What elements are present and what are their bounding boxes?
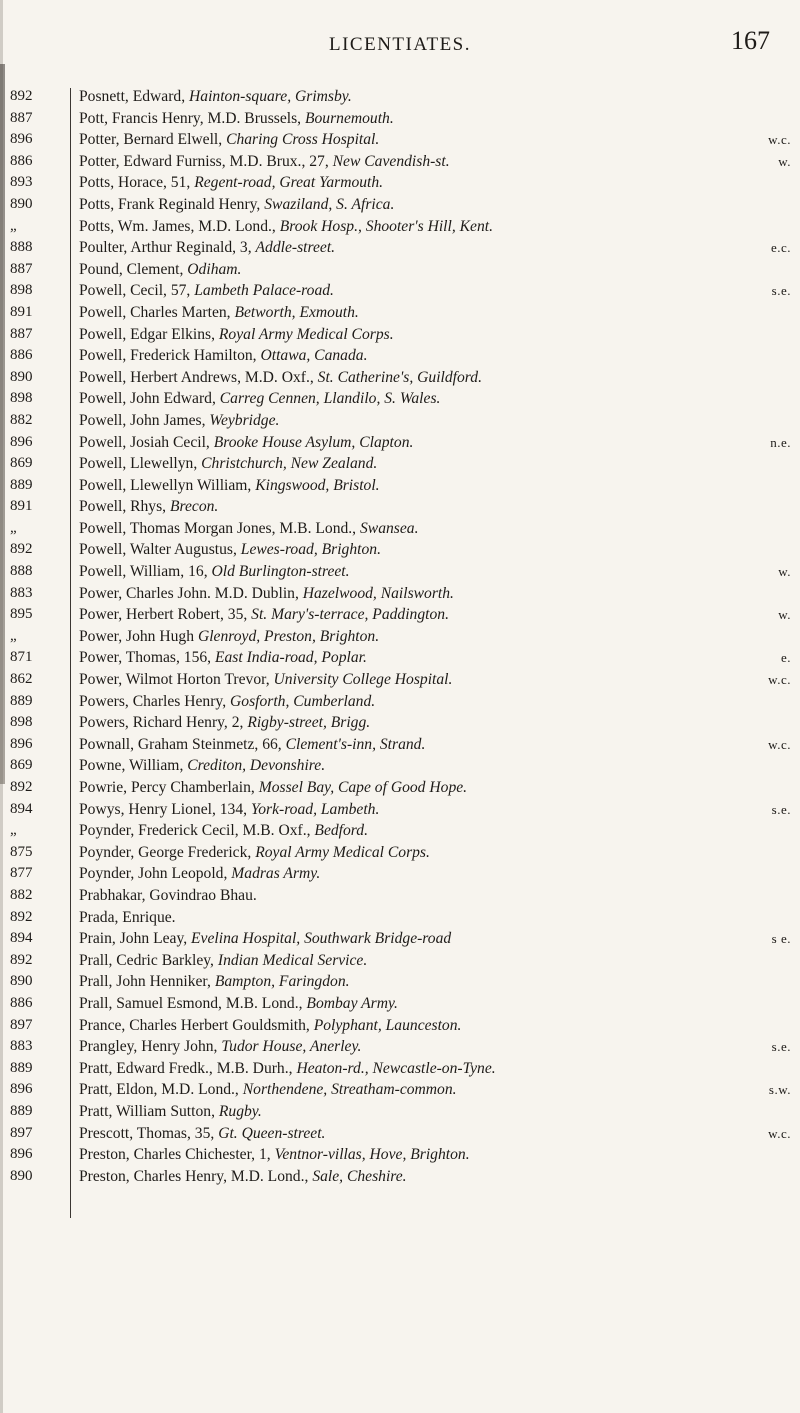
list-item: [0, 1123, 800, 1145]
entry-postal-district: w.c.: [768, 736, 791, 752]
entry-address: Carreg Cennen, Llandilo, S. Wales.: [219, 390, 441, 408]
list-item: [0, 604, 800, 626]
entry-name: Powne, William,: [79, 757, 184, 775]
entry-year: 890: [10, 368, 33, 385]
entry-address: St. Catherine's, Guildford.: [317, 368, 482, 386]
entry-text: [79, 324, 791, 346]
entry-address: Northendene, Streatham-common.: [242, 1081, 457, 1099]
list-item: [0, 280, 800, 302]
list-item: [0, 388, 800, 410]
entry-year: 891: [10, 498, 33, 515]
entry-text: [79, 108, 791, 130]
entry-year: 887: [10, 325, 33, 342]
list-item: [0, 647, 800, 669]
entry-address: East India-road, Poplar.: [214, 649, 367, 667]
entry-year: 871: [10, 649, 33, 666]
entry-text: [79, 172, 791, 194]
entry-address: Hazelwood, Nailsworth.: [302, 584, 454, 602]
entry-name: Pratt, Eldon, M.D. Lond.,: [79, 1081, 239, 1099]
entry-year: 886: [10, 152, 33, 169]
entry-address: New Cavendish-st.: [332, 152, 450, 170]
entry-address: Bampton, Faringdon.: [214, 973, 350, 991]
entry-name: Power, John Hugh: [79, 627, 195, 645]
entry-text: [79, 280, 791, 302]
entry-postal-district: w.: [778, 153, 791, 169]
list-item: [0, 129, 800, 151]
list-item: [0, 691, 800, 713]
list-item: [0, 345, 800, 367]
list-item: [0, 432, 800, 454]
entry-name: Powell, William, 16,: [79, 563, 208, 581]
list-item: [0, 1101, 800, 1123]
entry-postal-district: s.w.: [768, 1082, 791, 1098]
entry-name: Prabhakar, Govindrao Bhau.: [79, 886, 257, 904]
entry-name: Preston, Charles Chichester, 1,: [79, 1146, 271, 1164]
entry-address: Evelina Hospital, Southwark Bridge-road: [191, 930, 452, 948]
entry-text: [79, 453, 791, 475]
entry-name: Power, Wilmot Horton Trevor,: [79, 671, 270, 689]
entry-year: 892: [10, 541, 33, 558]
entry-text: [79, 907, 791, 929]
entry-text: [79, 993, 791, 1015]
entry-name: Pratt, Edward Fredk., M.B. Durh.,: [79, 1059, 293, 1077]
entry-name: Powell, Cecil, 57,: [79, 282, 191, 300]
entry-year: 890: [10, 1167, 33, 1184]
entry-address: Rigby-street, Brigg.: [247, 714, 371, 732]
entry-year: 877: [10, 865, 33, 882]
list-item: [0, 194, 800, 216]
entry-name: Powell, Walter Augustus,: [79, 541, 237, 559]
page-header: [0, 26, 800, 62]
entry-postal-district: w.c.: [768, 132, 791, 148]
entry-address: Christchurch, New Zealand.: [201, 455, 378, 473]
entry-year: 897: [10, 1124, 33, 1141]
entry-address: Sale, Cheshire.: [312, 1167, 407, 1185]
list-item: [0, 302, 800, 324]
list-item: [0, 151, 800, 173]
entry-address: Brook Hosp., Shooter's Hill, Kent.: [279, 217, 493, 235]
entry-name: Powell, John Edward,: [79, 390, 216, 408]
entry-year: 882: [10, 886, 33, 903]
entry-name: Powell, Thomas Morgan Jones, M.B. Lond.,: [79, 519, 357, 537]
entry-name: Powell, Charles Marten,: [79, 303, 231, 321]
entry-year: 895: [10, 606, 33, 623]
entry-name: Prance, Charles Herbert Gouldsmith,: [79, 1016, 310, 1034]
list-item: [0, 1036, 800, 1058]
list-item: [0, 842, 800, 864]
entry-year: 862: [10, 671, 33, 688]
entry-address: Lewes-road, Brighton.: [240, 541, 381, 559]
entry-year: 882: [10, 411, 33, 428]
entry-year: 887: [10, 260, 33, 277]
licentiate-list: [0, 86, 800, 1187]
entry-address: Clement's-inn, Strand.: [285, 735, 426, 753]
entry-address: Betworth, Exmouth.: [234, 303, 359, 321]
entry-name: Powell, Edgar Elkins,: [79, 325, 215, 343]
entry-year: 892: [10, 908, 33, 925]
entry-text: [79, 1079, 791, 1101]
entry-text: [79, 583, 791, 605]
list-item: [0, 734, 800, 756]
entry-name: Prada, Enrique.: [79, 908, 176, 926]
list-item: [0, 259, 800, 281]
list-item: [0, 885, 800, 907]
entry-text: [79, 1036, 791, 1058]
entry-postal-district: e.: [780, 650, 791, 666]
entry-name: Potts, Wm. James, M.D. Lond.,: [79, 217, 276, 235]
entry-address: Indian Medical Service.: [217, 951, 368, 969]
entry-year: 869: [10, 455, 33, 472]
entry-name: Pound, Clement,: [79, 260, 184, 278]
entry-address: Polyphant, Launceston.: [313, 1016, 462, 1034]
list-item: [0, 820, 800, 842]
entry-address: Weybridge.: [209, 411, 280, 429]
list-item: [0, 1144, 800, 1166]
entry-text: [79, 237, 791, 259]
list-item: [0, 237, 800, 259]
list-item: [0, 1079, 800, 1101]
entry-year: „: [10, 822, 17, 839]
entry-text: [79, 1058, 791, 1080]
entry-text: [79, 561, 791, 583]
entry-postal-district: s.e.: [771, 1039, 791, 1055]
entry-address: Royal Army Medical Corps.: [255, 843, 430, 861]
entry-year: „: [10, 217, 17, 234]
entry-address: Heaton-rd., Newcastle-on-Tyne.: [296, 1059, 496, 1077]
entry-name: Prall, Samuel Esmond, M.B. Lond.,: [79, 994, 303, 1012]
entry-name: Potts, Frank Reginald Henry,: [79, 195, 261, 213]
entry-year: „: [10, 519, 17, 536]
entry-name: Power, Charles John. M.D. Dublin,: [79, 584, 299, 602]
entry-text: [79, 691, 791, 713]
entry-address: Mossel Bay, Cape of Good Hope.: [258, 779, 468, 796]
list-item: [0, 950, 800, 972]
entry-year: 892: [10, 779, 33, 795]
entry-text: [79, 1166, 791, 1188]
entry-text: [79, 799, 791, 821]
entry-text: [79, 626, 791, 648]
list-item: [0, 669, 800, 691]
entry-text: [79, 496, 791, 518]
entry-address: York-road, Lambeth.: [250, 800, 380, 818]
entry-text: [79, 712, 791, 734]
entry-name: Powers, Richard Henry, 2,: [79, 714, 244, 732]
list-item: [0, 626, 800, 648]
entry-year: 892: [10, 951, 33, 968]
entry-text: [79, 885, 791, 907]
entry-year: 891: [10, 303, 33, 320]
entry-name: Prescott, Thomas, 35,: [79, 1124, 215, 1142]
entry-postal-district: n.e.: [770, 434, 791, 450]
entry-text: [79, 432, 791, 454]
entry-name: Prain, John Leay,: [79, 930, 188, 948]
entry-name: Powell, Frederick Hamilton,: [79, 347, 257, 365]
entry-address: Gosforth, Cumberland.: [230, 692, 376, 710]
list-item: [0, 863, 800, 885]
entry-name: Powell, Rhys,: [79, 498, 167, 516]
entry-address: Rugby.: [218, 1102, 262, 1120]
entry-name: Powell, Herbert Andrews, M.D. Oxf.,: [79, 368, 314, 386]
entry-text: [79, 151, 791, 173]
entry-address: University College Hospital.: [273, 671, 453, 689]
entry-text: [79, 950, 791, 972]
entry-name: Powrie, Percy Chamberlain,: [79, 779, 255, 796]
entry-year: 888: [10, 239, 33, 256]
entry-year: 889: [10, 1059, 33, 1076]
entry-year: 897: [10, 1016, 33, 1033]
list-item: [0, 108, 800, 130]
entry-text: [79, 1144, 791, 1166]
list-item: [0, 172, 800, 194]
entry-year: 889: [10, 1102, 33, 1119]
entry-address: Odiham.: [187, 260, 242, 278]
list-item: [0, 453, 800, 475]
entry-postal-district: w.c.: [768, 672, 791, 688]
entry-name: Poynder, Frederick Cecil, M.B. Oxf.,: [79, 822, 311, 840]
entry-text: [79, 518, 791, 540]
entry-name: Potter, Bernard Elwell,: [79, 131, 223, 149]
entry-text: [79, 604, 791, 626]
entry-address: Gt. Queen-street.: [218, 1124, 326, 1142]
entry-postal-district: w.: [778, 607, 791, 623]
entry-text: [79, 777, 791, 799]
entry-year: 883: [10, 584, 33, 601]
entry-name: Posnett, Edward,: [79, 88, 186, 105]
entry-address: Tudor House, Anerley.: [221, 1038, 362, 1056]
entry-name: Powell, Llewellyn William,: [79, 476, 252, 494]
entry-name: Pott, Francis Henry, M.D. Brussels,: [79, 109, 302, 127]
entry-address: Addle-street.: [255, 239, 336, 257]
entry-year: 889: [10, 692, 33, 709]
entry-address: Bedford.: [314, 822, 368, 840]
entry-text: [79, 216, 791, 238]
entry-year: 887: [10, 109, 33, 126]
entry-name: Potter, Edward Furniss, M.D. Brux., 27,: [79, 152, 329, 170]
list-item: [0, 518, 800, 540]
list-item: [0, 561, 800, 583]
entry-address: Glenroyd, Preston, Brighton.: [197, 627, 380, 645]
entry-name: Powys, Henry Lionel, 134,: [79, 800, 248, 818]
entry-address: Bombay Army.: [306, 994, 398, 1012]
list-item: [0, 907, 800, 929]
entry-address: Ventnor-villas, Hove, Brighton.: [274, 1146, 470, 1164]
entry-year: „: [10, 627, 17, 644]
entry-address: Madras Army.: [231, 865, 321, 883]
entry-text: [79, 1015, 791, 1037]
entry-name: Powers, Charles Henry,: [79, 692, 227, 710]
list-item: [0, 712, 800, 734]
entry-address: Charing Cross Hospital.: [226, 131, 380, 149]
list-item: [0, 539, 800, 561]
entry-name: Poynder, George Frederick,: [79, 843, 252, 861]
entry-name: Power, Herbert Robert, 35,: [79, 606, 248, 624]
list-item: [0, 410, 800, 432]
entry-postal-district: e.c.: [770, 240, 791, 256]
entry-name: Powell, John James,: [79, 411, 206, 429]
entry-address: Old Burlington-street.: [211, 563, 350, 581]
entry-year: 883: [10, 1038, 33, 1055]
entry-text: [79, 971, 791, 993]
entry-year: 890: [10, 195, 33, 212]
running-head: LICENTIATES.: [328, 34, 471, 55]
entry-text: [79, 345, 791, 367]
list-item: [0, 993, 800, 1015]
entry-text: [79, 302, 791, 324]
entry-year: 896: [10, 735, 33, 752]
entry-year: 894: [10, 930, 33, 947]
entry-name: Powell, Llewellyn,: [79, 455, 198, 473]
entry-postal-district: s.e.: [771, 283, 791, 299]
entry-year: 893: [10, 174, 33, 191]
list-item: [0, 1166, 800, 1188]
entry-name: Potts, Horace, 51,: [79, 174, 191, 192]
entry-address: Swansea.: [360, 519, 419, 537]
entry-year: 892: [10, 88, 33, 104]
entry-address: Lambeth Palace-road.: [194, 282, 334, 300]
entry-name: Prall, John Henniker,: [79, 973, 211, 991]
entry-text: [79, 1123, 791, 1145]
entry-name: Poynder, John Leopold,: [79, 865, 228, 883]
list-item: [0, 475, 800, 497]
entry-year: 896: [10, 131, 33, 148]
entry-name: Poulter, Arthur Reginald, 3,: [79, 239, 252, 257]
entry-year: 894: [10, 800, 33, 817]
list-item: [0, 777, 800, 799]
entry-text: [79, 647, 791, 669]
list-item: [0, 367, 800, 389]
list-item: [0, 1058, 800, 1080]
entry-year: 875: [10, 843, 33, 860]
entry-text: [79, 820, 791, 842]
entry-text: [79, 388, 791, 410]
entry-text: [79, 194, 791, 216]
entry-text: [79, 734, 791, 756]
entry-name: Preston, Charles Henry, M.D. Lond.,: [79, 1167, 309, 1185]
entry-text: [79, 475, 791, 497]
entry-text: [79, 410, 791, 432]
entry-address: Hainton-square, Grimsby.: [189, 88, 352, 105]
list-item: [0, 755, 800, 777]
list-item: [0, 216, 800, 238]
entry-address: Ottawa, Canada.: [260, 347, 368, 365]
list-item: [0, 583, 800, 605]
entry-text: [79, 669, 791, 691]
entry-name: Pownall, Graham Steinmetz, 66,: [79, 735, 282, 753]
entry-text: [79, 259, 791, 281]
entry-year: 890: [10, 973, 33, 990]
entry-year: 886: [10, 994, 33, 1011]
entry-name: Power, Thomas, 156,: [79, 649, 212, 667]
entry-postal-district: w.c.: [768, 1125, 791, 1141]
list-item: [0, 971, 800, 993]
entry-text: [79, 755, 791, 777]
entry-postal-district: s.e.: [771, 801, 791, 817]
entry-year: 886: [10, 347, 33, 364]
entry-year: 898: [10, 390, 33, 407]
list-item: [0, 324, 800, 346]
entry-year: 896: [10, 1146, 33, 1163]
entry-text: [79, 367, 791, 389]
entry-address: Kingswood, Bristol.: [255, 476, 380, 494]
page-number: 167: [731, 26, 770, 55]
entry-address: St. Mary's-terrace, Paddington.: [251, 606, 449, 624]
entry-year: 896: [10, 1081, 33, 1098]
entry-address: Royal Army Medical Corps.: [218, 325, 394, 343]
list-item: [0, 86, 800, 108]
entry-year: 889: [10, 476, 33, 493]
entry-text: [79, 86, 791, 108]
entry-address: Regent-road, Great Yarmouth.: [194, 174, 384, 192]
entry-address: Bournemouth.: [304, 109, 394, 127]
entry-address: Brecon.: [169, 498, 219, 516]
entry-year: 898: [10, 714, 33, 731]
entry-year: 896: [10, 433, 33, 450]
entry-address: Brooke House Asylum, Clapton.: [213, 433, 414, 451]
entry-address: Swaziland, S. Africa.: [264, 195, 395, 213]
entry-name: Powell, Josiah Cecil,: [79, 433, 210, 451]
entry-year: 898: [10, 282, 33, 299]
entry-name: Prangley, Henry John,: [79, 1038, 218, 1056]
entry-year: 869: [10, 757, 33, 774]
entry-text: [79, 539, 791, 561]
entry-text: [79, 928, 791, 950]
list-item: [0, 928, 800, 950]
entry-name: Prall, Cedric Barkley,: [79, 951, 214, 969]
entry-text: [79, 129, 791, 151]
entry-text: [79, 1101, 791, 1123]
entry-year: 888: [10, 563, 33, 580]
list-item: [0, 496, 800, 518]
list-item: [0, 1015, 800, 1037]
entry-address: Crediton, Devonshire.: [187, 757, 326, 775]
list-item: [0, 799, 800, 821]
entry-name: Pratt, William Sutton,: [79, 1102, 215, 1120]
entry-postal-district: w.: [778, 564, 791, 580]
entry-postal-district: s e.: [771, 931, 791, 947]
entry-text: [79, 863, 791, 885]
entry-text: [79, 842, 791, 864]
